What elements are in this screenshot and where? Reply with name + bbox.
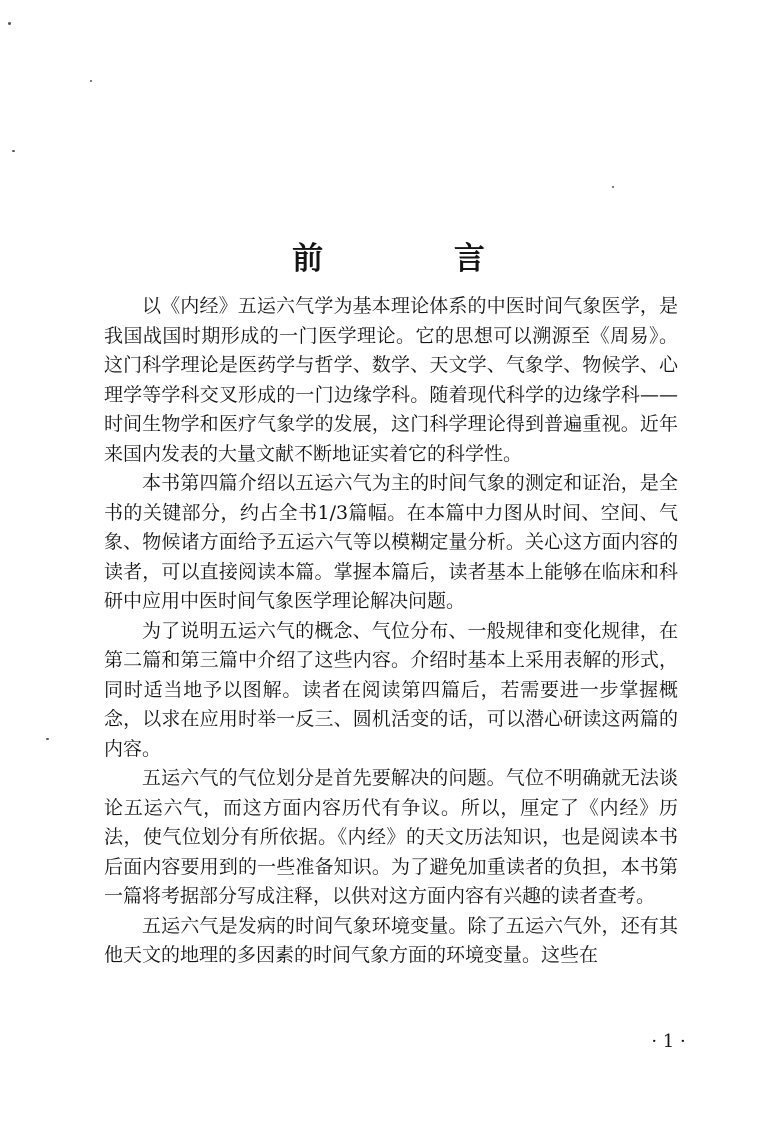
page-title: 前 言 xyxy=(292,240,545,277)
paragraph: 为了说明五运六气的概念、气位分布、一般规律和变化规律，在第二篇和第三篇中介绍了这些内容。介绍时基本上采用表解的形式，同时适当地予以图解。读者在阅读第四篇后，若需要进一步掌握概念，以求在应用时举一反三、圆机活变的话，可以潜心研读这两篇的内容。 xyxy=(104,619,678,760)
scan-speck xyxy=(612,186,614,188)
preface-body xyxy=(104,292,678,971)
paragraph: 以《内经》五运六气学为基本理论体系的中医时间气象医学，是我国战国时期形成的一门医学理论。它的思想可以溯源至《周易》。这门科学理论是医药学与哲学、数学、天文学、气象学、物候学、心理学等学科交叉形成的一门边缘学科。随着现代科学的边缘学科——时间生物学和医疗气象学的发展，这门科学理论得到普遍重视。近年来国内发表的大量文献不断地证实着它的科学性。 xyxy=(104,295,678,465)
paragraph: 五运六气是发病的时间气象环境变量。除了五运六气外，还有其他天文的地理的多因素的时间气象方面的环境变量。这些在 xyxy=(104,914,678,966)
scan-speck xyxy=(46,738,49,740)
scan-speck xyxy=(90,80,92,82)
page-number: · 1 · xyxy=(651,1031,686,1052)
paragraph: 本书第四篇介绍以五运六气为主的时间气象的测定和证治，是全书的关键部分，约占全书1/3篇幅。在本篇中力图从时间、空间、气象、物候诸方面给予五运六气等以模糊定量分析。关心这方面内容的读者，可以直接阅读本篇。掌握本篇后，读者基本上能够在临床和科研中应用中医时间气象医学理论解决问题。 xyxy=(104,472,678,612)
paragraph: 五运六气的气位划分是首先要解决的问题。气位不明确就无法谈论五运六气，而这方面内容历代有争议。所以，厘定了《内经》历法，使气位划分有所依据。《内经》的天文历法知识，也是阅读本书后面内容要用到的一些准备知识。为了避免加重读者的负担，本书第一篇将考据部分写成注释，以供对这方面内容有兴趣的读者查考。 xyxy=(104,767,678,907)
scan-speck xyxy=(8,22,11,25)
scan-speck xyxy=(12,150,15,152)
